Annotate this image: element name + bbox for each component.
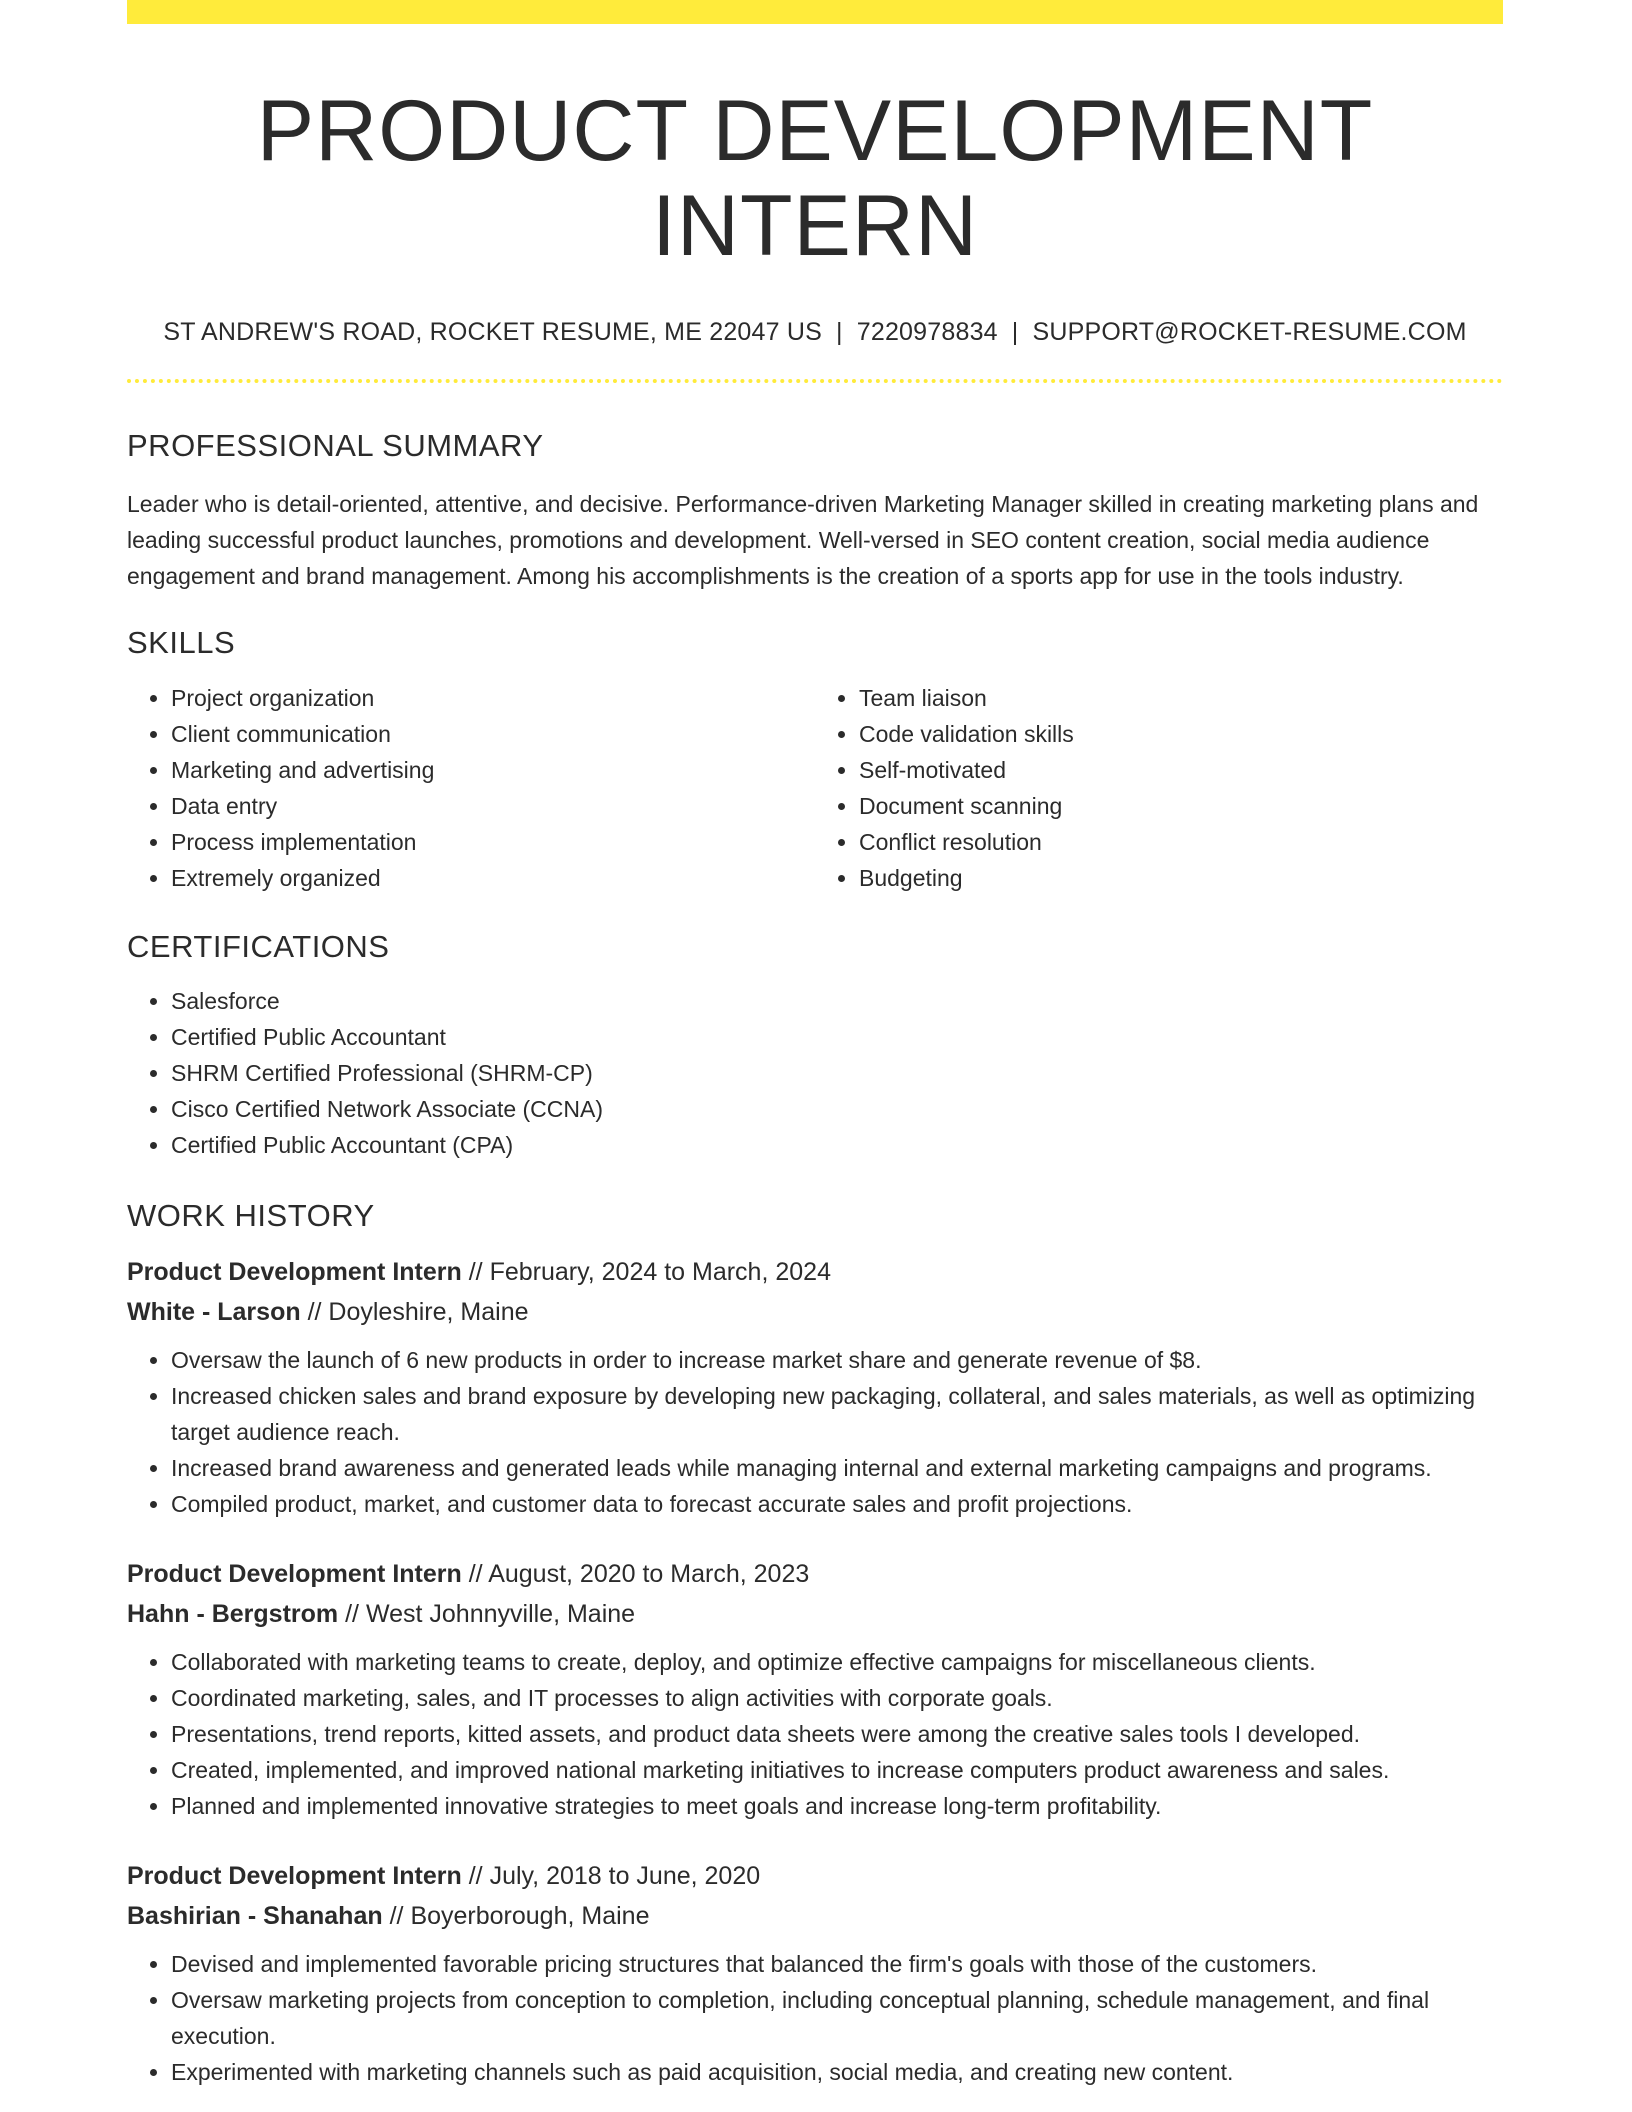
job-bullet: • Increased chicken sales and brand exposure by developing new packaging, collateral, and sales materials, as well as optimizing target audience reach. <box>171 1378 1503 1450</box>
skill-item: • Self-motivated <box>859 752 1503 788</box>
job-bullets <box>127 1644 1503 1824</box>
job-role-line <box>127 1856 1503 1896</box>
job-company: Hahn - Bergstrom <box>127 1599 339 1628</box>
skills-columns <box>127 680 1503 896</box>
job-dates: August, 2020 to March, 2023 <box>488 1559 810 1588</box>
certification-item: • Salesforce <box>171 983 1503 1019</box>
job-bullet: • Oversaw the launch of 6 new products in order to increase market share and generate revenue of $8. <box>171 1342 1503 1378</box>
dotted-divider <box>127 379 1503 383</box>
job-bullet: • Experimented with marketing channels such as paid acquisition, social media, and creating new content. <box>171 2054 1503 2090</box>
job-separator: // <box>307 1297 322 1326</box>
job-entry <box>127 1252 1503 1522</box>
skill-item: • Conflict resolution <box>859 824 1503 860</box>
skills-list-right <box>815 680 1503 896</box>
summary-section <box>127 427 1503 594</box>
certifications-list <box>127 983 1503 1163</box>
skill-item: • Document scanning <box>859 788 1503 824</box>
job-bullet: • Planned and implemented innovative strategies to meet goals and increase long-term profitability. <box>171 1788 1503 1824</box>
job-company: Bashirian - Shanahan <box>127 1901 383 1930</box>
certifications-title: CERTIFICATIONS <box>127 928 390 964</box>
contact-separator: | <box>1011 318 1019 347</box>
summary-title: PROFESSIONAL SUMMARY <box>127 428 544 464</box>
job-bullets <box>127 1946 1503 2090</box>
skill-item: • Project organization <box>171 680 815 716</box>
certification-item: • Cisco Certified Network Associate (CCNA) <box>171 1091 1503 1127</box>
job-entry <box>127 1554 1503 1824</box>
job-separator: // <box>468 1861 483 1890</box>
job-role-line <box>127 1554 1503 1594</box>
job-bullet: • Coordinated marketing, sales, and IT processes to align activities with corporate goals. <box>171 1680 1503 1716</box>
skill-item: • Budgeting <box>859 860 1503 896</box>
job-separator: // <box>468 1559 483 1588</box>
job-company-line <box>127 1292 1503 1332</box>
job-location: Boyerborough, Maine <box>410 1901 650 1930</box>
skill-item: • Code validation skills <box>859 716 1503 752</box>
job-bullet: • Oversaw marketing projects from conception to completion, including conceptual planning, schedule management, and final execution. <box>171 1982 1503 2054</box>
job-separator: // <box>345 1599 359 1628</box>
skill-item: • Process implementation <box>171 824 815 860</box>
contact-separator: | <box>836 318 843 347</box>
job-bullet: • Compiled product, market, and customer data to forecast accurate sales and profit projections. <box>171 1486 1503 1522</box>
certifications-section <box>127 928 1503 1163</box>
job-role: Product Development Intern <box>127 1559 462 1588</box>
job-dates: February, 2024 to March, 2024 <box>489 1257 831 1286</box>
job-separator: // <box>468 1257 483 1286</box>
job-company-line <box>127 1594 1503 1634</box>
certification-item: • Certified Public Accountant <box>171 1019 1503 1055</box>
skill-item: • Extremely organized <box>171 860 815 896</box>
job-bullet: • Collaborated with marketing teams to create, deploy, and optimize effective campaigns for miscellaneous clients. <box>171 1644 1503 1680</box>
work-history-title: WORK HISTORY <box>127 1197 375 1233</box>
job-role: Product Development Intern <box>127 1257 462 1286</box>
job-bullet: • Presentations, trend reports, kitted assets, and product data sheets were among the creative sales tools I developed. <box>171 1716 1503 1752</box>
certification-item: • Certified Public Accountant (CPA) <box>171 1127 1503 1163</box>
job-bullet: • Created, implemented, and improved national marketing initiatives to increase computers product awareness and sales. <box>171 1752 1503 1788</box>
job-role: Product Development Intern <box>127 1861 462 1890</box>
skill-item: • Marketing and advertising <box>171 752 815 788</box>
job-dates: July, 2018 to June, 2020 <box>489 1861 761 1890</box>
resume-name: PRODUCT DEVELOPMENT INTERN <box>256 83 1374 274</box>
summary-text: Leader who is detail-oriented, attentive, and decisive. Performance-driven Marketing Manager skilled in creating marketing plans and leading successful product launches, promotions and development. Well-versed in SEO content creation, social media audience engagement and brand management. Among his accomplishments is the creation of a sports app for use in the tools industry. <box>127 491 1479 590</box>
contact-address: ST ANDREW'S ROAD, ROCKET RESUME, ME 22047 US <box>163 318 823 347</box>
skills-title: SKILLS <box>127 625 236 661</box>
skills-section <box>127 624 1503 895</box>
contact-email: SUPPORT@ROCKET-RESUME.COM <box>1032 318 1467 347</box>
skills-list-left <box>127 680 815 896</box>
contact-phone: 7220978834 <box>856 318 998 347</box>
job-bullet: • Devised and implemented favorable pricing structures that balanced the firm's goals with those of the customers. <box>171 1946 1503 1982</box>
skill-item: • Data entry <box>171 788 815 824</box>
skill-item: • Team liaison <box>859 680 1503 716</box>
job-company-line <box>127 1896 1503 1936</box>
resume-page <box>127 0 1503 2112</box>
job-bullets <box>127 1342 1503 1522</box>
contact-line <box>127 317 1503 347</box>
job-location: West Johnnyville, Maine <box>365 1599 636 1628</box>
job-separator: // <box>389 1901 404 1930</box>
job-entry <box>127 1856 1503 2090</box>
accent-top-bar <box>127 0 1503 24</box>
certification-item: • SHRM Certified Professional (SHRM-CP) <box>171 1055 1503 1091</box>
job-role-line <box>127 1252 1503 1292</box>
job-location: Doyleshire, Maine <box>328 1297 529 1326</box>
job-company: White - Larson <box>127 1297 301 1326</box>
skill-item: • Client communication <box>171 716 815 752</box>
job-bullet: • Increased brand awareness and generated leads while managing internal and external marketing campaigns and programs. <box>171 1450 1503 1486</box>
work-history-section <box>127 1197 1503 2090</box>
